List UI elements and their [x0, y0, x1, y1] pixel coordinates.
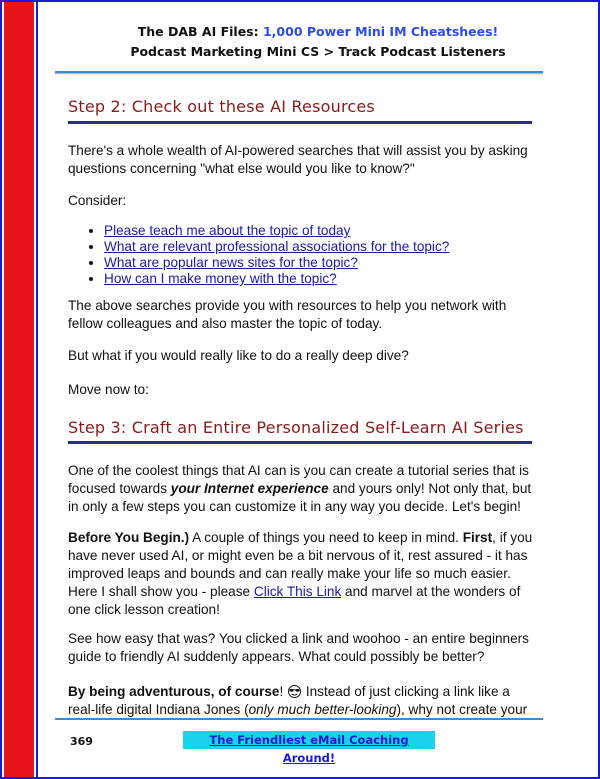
p1-text-b: and yours only! Not only that, but in only a few steps you can customize it in any way you decide. Let's begin! [68, 481, 532, 514]
link-news-sites[interactable]: What are popular news sites for the topic? [104, 255, 358, 270]
p2-bold-lead: Before You Begin.) [68, 530, 190, 545]
header-title-line [40, 22, 596, 42]
adventurous-paragraph [68, 683, 538, 719]
p1-emphasis: your Internet experience [170, 481, 329, 496]
document-header [40, 22, 596, 62]
p4-text-a: ! [279, 684, 288, 699]
p4-text-b: Instead of just clicking a link like a real-life digital Indiana Jones ( [68, 684, 510, 717]
header-title-highlight: 1,000 Power Mini IM Cheatshees! [262, 24, 499, 39]
step3-intro-paragraph [68, 462, 538, 516]
list-item [104, 223, 449, 239]
header-divider [55, 71, 543, 73]
step2-heading-rule [68, 121, 532, 124]
footer-tagline-link[interactable]: The Friendliest eMail Coaching Around! [183, 731, 435, 749]
p2-text-c: and marvel at the wonders of one click lesson creation! [68, 584, 521, 617]
step3-heading-rule [68, 441, 532, 444]
p2-text-b: , if you have never used AI, or might even be a bit nervous of it, rest assured - it has improved leaps and bounds and can really make your life so much easier. Here I shall show you - please [68, 530, 533, 599]
deep-dive-paragraph: But what if you would really like to do a really deep dive? [68, 348, 409, 363]
header-breadcrumb: Podcast Marketing Mini CS > Track Podcast Listeners [130, 44, 506, 59]
link-professional-associations[interactable]: What are relevant professional associations for the topic? [104, 239, 450, 254]
ai-search-link-list [86, 223, 449, 287]
step3-heading: Step 3: Craft an Entire Personalized Self-Learn AI Series [68, 418, 524, 437]
link-teach-topic[interactable]: Please teach me about the topic of today [104, 223, 351, 238]
list-item [104, 271, 449, 287]
consider-label: Consider: [68, 193, 127, 208]
step2-resources-paragraph: The above searches provide you with resources to help you network with fellow colleagues and also master the topic of today. [68, 298, 507, 331]
page-number: 369 [70, 735, 93, 748]
p4-bold-lead: By being adventurous, of course [68, 684, 280, 699]
list-item [104, 255, 449, 271]
list-item [104, 239, 449, 255]
p4-emphasis: only much better-looking [248, 702, 397, 717]
step2-intro-paragraph: There's a whole wealth of AI-powered searches that will assist you by asking questions concerning "what else would you like to know?" [68, 143, 528, 176]
footer-divider [55, 718, 543, 720]
step2-heading: Step 2: Check out these AI Resources [68, 97, 375, 116]
link-make-money[interactable]: How can I make money with the topic? [104, 271, 337, 286]
sunglasses-emoji-icon [287, 685, 302, 698]
move-now-paragraph: Move now to: [68, 382, 149, 397]
how-easy-paragraph: See how easy that was? You clicked a link and woohoo - an entire beginners guide to friendly AI suddenly appears. What could possibly be better? [68, 631, 529, 664]
before-you-begin-paragraph [68, 529, 538, 619]
header-title-prefix: The DAB AI Files: [137, 24, 263, 39]
left-red-margin-bar [4, 2, 34, 777]
left-blue-rule [36, 2, 38, 777]
click-this-link[interactable]: Click This Link [253, 584, 342, 599]
p4-text-c: ), why not create your [396, 702, 528, 717]
p1-text-a: One of the coolest things that AI can is you can create a tutorial series that is focused towards [68, 463, 529, 496]
p2-first: First [462, 530, 493, 545]
p2-text-a: A couple of things you need to keep in mind. [189, 530, 463, 545]
